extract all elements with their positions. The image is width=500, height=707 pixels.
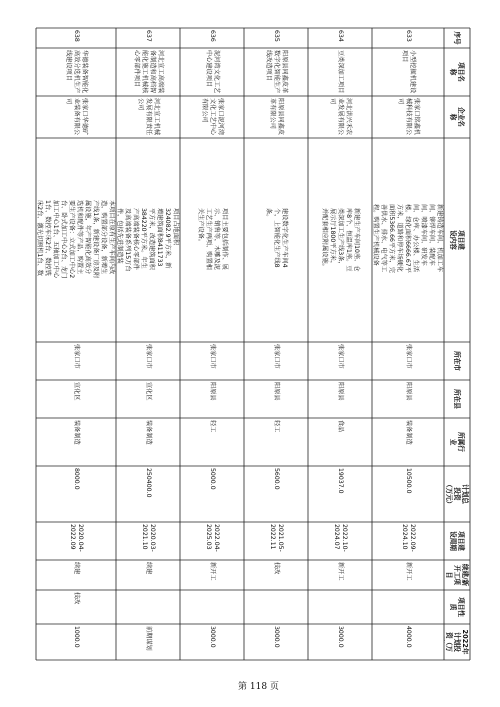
- city-text: 张家口市: [145, 344, 152, 369]
- project-status: [116, 560, 180, 590]
- planned-investment-2022: [308, 624, 372, 660]
- header-project-name-text: 项目名称: [449, 62, 465, 82]
- project-status-text: 续建: [73, 562, 80, 575]
- header-total-investment: [444, 466, 470, 522]
- company-name-text: 河北洪兴禾农业发展有限公司: [329, 98, 352, 136]
- header-project-content: [444, 138, 470, 342]
- row-number: [308, 28, 372, 48]
- industry: [308, 418, 372, 466]
- total-investment: [308, 466, 372, 522]
- county-text: 宣化区: [145, 382, 152, 401]
- total-investment-text: 10500.0: [405, 468, 412, 494]
- construction-period: [36, 522, 116, 560]
- city-text: 张家口市: [405, 344, 412, 369]
- industry-text: 轻工: [209, 420, 216, 433]
- company-name: [180, 96, 244, 138]
- total-investment: [372, 466, 444, 522]
- project-content-text: 本项目在原有生产车间内改造，购置部分设备，新增生产线1条，新建设备厂房及附属设施，年产智能化高效分选机和配件等产品，购置主要生产设备：立式加工中心2台、卧式加工中心2台、龙门加工中心1台、五轴加工中心1台、数控车床2台、数控铣床2台、激光切割机1台、数: [36, 200, 115, 279]
- industry: [244, 418, 308, 466]
- row-number: [116, 28, 180, 48]
- project-content: [36, 138, 116, 342]
- total-investment-text: 5600.0: [273, 468, 280, 490]
- construction-period-text: 2020.03-2021.10: [141, 524, 156, 552]
- total-investment: [244, 466, 308, 522]
- row-number: [36, 28, 116, 48]
- project-content: [244, 138, 308, 342]
- row-number-text: 636: [209, 30, 216, 42]
- industry-text: 装备制造: [145, 420, 152, 445]
- county-text: 阳原县: [209, 382, 216, 401]
- county: [372, 380, 444, 418]
- city: [36, 342, 116, 380]
- company-name: [308, 96, 372, 138]
- header-project-status: [444, 560, 470, 590]
- header-project-nature: [444, 590, 470, 624]
- city-text: 张家口市: [337, 344, 344, 369]
- header-construction-period: [444, 522, 470, 560]
- city: [244, 342, 308, 380]
- project-name: [180, 48, 244, 96]
- county: [244, 380, 308, 418]
- industry-text: 食品: [337, 420, 344, 433]
- county-text: 阳原县: [337, 382, 344, 401]
- row-number-text: 638: [73, 30, 80, 42]
- total-investment-text: 8000.0: [73, 468, 80, 490]
- county: [116, 380, 180, 418]
- county-text: 阳原县: [273, 382, 280, 401]
- company-name-text: 阳原县同鑫皮革有限公司: [269, 98, 284, 136]
- planned-investment-2022: [116, 624, 180, 660]
- planned-investment-2022: [180, 624, 244, 660]
- construction-period: [244, 522, 308, 560]
- total-investment: [180, 466, 244, 522]
- total-investment-text: 5000.0: [209, 468, 216, 490]
- row-number: [244, 28, 308, 48]
- project-name-text: 泥河湾文化工艺中心建设项目: [205, 50, 220, 94]
- construction-period: [180, 522, 244, 560]
- county-text: 宣化区: [73, 382, 80, 401]
- project-content: [308, 138, 372, 342]
- project-status-text: 技改: [273, 562, 280, 575]
- project-status-text: 新开工: [337, 562, 344, 581]
- industry: [36, 418, 116, 466]
- planned-investment-2022-text: 3000.0: [209, 626, 216, 648]
- project-status-text: 新开工: [209, 562, 216, 581]
- project-content: [116, 138, 180, 342]
- planned-investment-2022: [244, 624, 308, 660]
- planned-investment-2022-text: 3000.0: [337, 626, 344, 648]
- header-row-number-text: 序号: [453, 31, 461, 45]
- project-content-text: 新建生产车间10座、仓库8个、恒温库1座。豆类深加工生产线3条，展示厅1800平方米，并配套相应附属设施。: [321, 208, 360, 272]
- planned-investment-2022: [36, 624, 116, 660]
- page-number: 第 118 页: [238, 682, 279, 692]
- row-number: [180, 28, 244, 48]
- construction-period-text: 2021.05-2022.11: [269, 524, 284, 552]
- company-name: [36, 96, 116, 138]
- total-investment-text: 19037.0: [337, 468, 344, 494]
- project-content: [180, 138, 244, 342]
- header-total-investment-text: 计划总投资（万元）: [445, 481, 469, 508]
- industry-text: 轻工: [273, 420, 280, 433]
- project-status: [244, 560, 308, 590]
- row-number-text: 634: [337, 30, 344, 42]
- planned-investment-2022-text: 前期谋划: [145, 626, 152, 651]
- project-name: [308, 48, 372, 96]
- header-company-name-text: 企业名称: [449, 107, 465, 127]
- header-industry: [444, 418, 470, 466]
- company-name-text: 河北宣工机械发展有限责任公司: [137, 98, 160, 136]
- county-text: 阳原县: [405, 382, 412, 401]
- industry: [116, 418, 180, 466]
- county: [36, 380, 116, 418]
- construction-period: [372, 522, 444, 560]
- project-status: [36, 560, 116, 590]
- total-investment: [36, 466, 116, 522]
- construction-period-text: 2022.09-2024.10: [401, 524, 416, 552]
- header-city: [444, 342, 470, 380]
- city-text: 张家口市: [273, 344, 280, 369]
- construction-period-text: 2020.04-2022.09: [69, 524, 84, 552]
- header-planned-investment-2022: [444, 624, 470, 660]
- project-content: [372, 138, 444, 342]
- company-name: [372, 96, 444, 138]
- industry-text: 装备制造: [405, 420, 412, 445]
- industry: [372, 418, 444, 466]
- project-status: [180, 560, 244, 590]
- company-name-text: 张家口铭鑫机械科技有限公司: [397, 98, 420, 136]
- header-planned-investment-2022-text: 2022年计划投资（万: [445, 629, 469, 655]
- county: [308, 380, 372, 418]
- planned-investment-2022-text: 4000.0: [405, 626, 412, 648]
- project-name: [244, 48, 308, 96]
- header-industry-text: 所属行业: [449, 432, 465, 452]
- project-name-text: 华德装备智能化高效分选机生产线建设项目: [65, 50, 88, 94]
- project-name-text: 小型挖掘机建设项目: [401, 50, 416, 94]
- project-status-text: 新开工: [405, 562, 412, 581]
- industry: [180, 418, 244, 466]
- header-city-text: 所在市: [453, 351, 461, 371]
- header-company-name: [444, 96, 470, 138]
- header-row-number: [444, 28, 470, 48]
- row-number-text: 635: [273, 30, 280, 42]
- planned-investment-2022-text: 1000.0: [73, 626, 80, 648]
- header-project-nature-text: 项目性质: [449, 597, 465, 617]
- company-name: [244, 96, 308, 138]
- project-nature: [36, 590, 116, 624]
- total-investment-text: 250400.0: [145, 468, 152, 498]
- project-status-text: 续建: [145, 562, 152, 575]
- row-number-text: 633: [405, 30, 412, 42]
- header-construction-period-text: 项目建设周期: [449, 531, 465, 551]
- project-content-text: 项目主要包括制作、展示、销售等，木雕及泥工艺生产两项、购置相关生产设备。: [197, 208, 228, 270]
- project-content-text: 新建铸造车间、机加工车间、铆焊车间、装配车间、喷漆车间、研发车间、仓库、办公楼、生活楼。绿化面积6666.67平方米，道路和停车场硬化面积5366.66平方米，完善供水、排水、电气等工程。购置生产机械设备: [372, 204, 443, 273]
- project-name-text: 豆类深加工项目: [337, 50, 344, 94]
- row-number: [372, 28, 444, 48]
- project-name: [116, 48, 180, 96]
- company-name-text: 张家口泥河湾文化工艺中心有限公司: [201, 98, 224, 136]
- planned-investment-2022-text: 3000.0: [273, 626, 280, 648]
- project-name-text: 阳原县同鑫皮革数字化智能生产线改造项目: [265, 50, 288, 94]
- construction-period: [308, 522, 372, 560]
- header-project-content-text: 项目建设内容: [449, 230, 465, 250]
- header-county-text: 所在县: [453, 389, 461, 409]
- city-text: 张家口市: [73, 344, 80, 369]
- city: [116, 342, 180, 380]
- project-name: [36, 48, 116, 96]
- city-text: 张家口市: [209, 344, 216, 369]
- company-name: [116, 96, 180, 138]
- project-status: [372, 560, 444, 590]
- industry-text: 装备制造: [73, 420, 80, 445]
- row-number-text: 637: [145, 30, 152, 42]
- project-name: [372, 48, 444, 96]
- construction-period: [116, 522, 180, 560]
- city: [372, 342, 444, 380]
- county: [180, 380, 244, 418]
- construction-period-text: 2022.10-2024.07: [333, 524, 348, 552]
- header-project-status-text: 续建/新开工项目: [445, 563, 469, 587]
- project-status: [308, 560, 372, 590]
- total-investment: [116, 466, 180, 522]
- header-project-name: [444, 48, 470, 96]
- project-content-text: 建设数字化生产车间4个，上智能化生产线8条。: [265, 208, 288, 268]
- project-content-text: 项目占地面积324082.9平方米，新增建筑面积8411733平方米，改造建筑面积384220平方米。年生产高端装备核心零部件及高端装备系列15万台件，包括先进制造装: [116, 208, 179, 272]
- project-name-text: 河北宣工高端装备制造和高档智能化施工机械核心零部件项目: [133, 50, 164, 94]
- company-name-text: 张家口华德矿业装备有限公司: [65, 98, 88, 136]
- construction-period-text: 2022.04-2025.03: [205, 524, 220, 552]
- planned-investment-2022: [372, 624, 444, 660]
- header-county: [444, 380, 470, 418]
- city: [308, 342, 372, 380]
- city: [180, 342, 244, 380]
- project-nature-text: 技改: [73, 592, 80, 605]
